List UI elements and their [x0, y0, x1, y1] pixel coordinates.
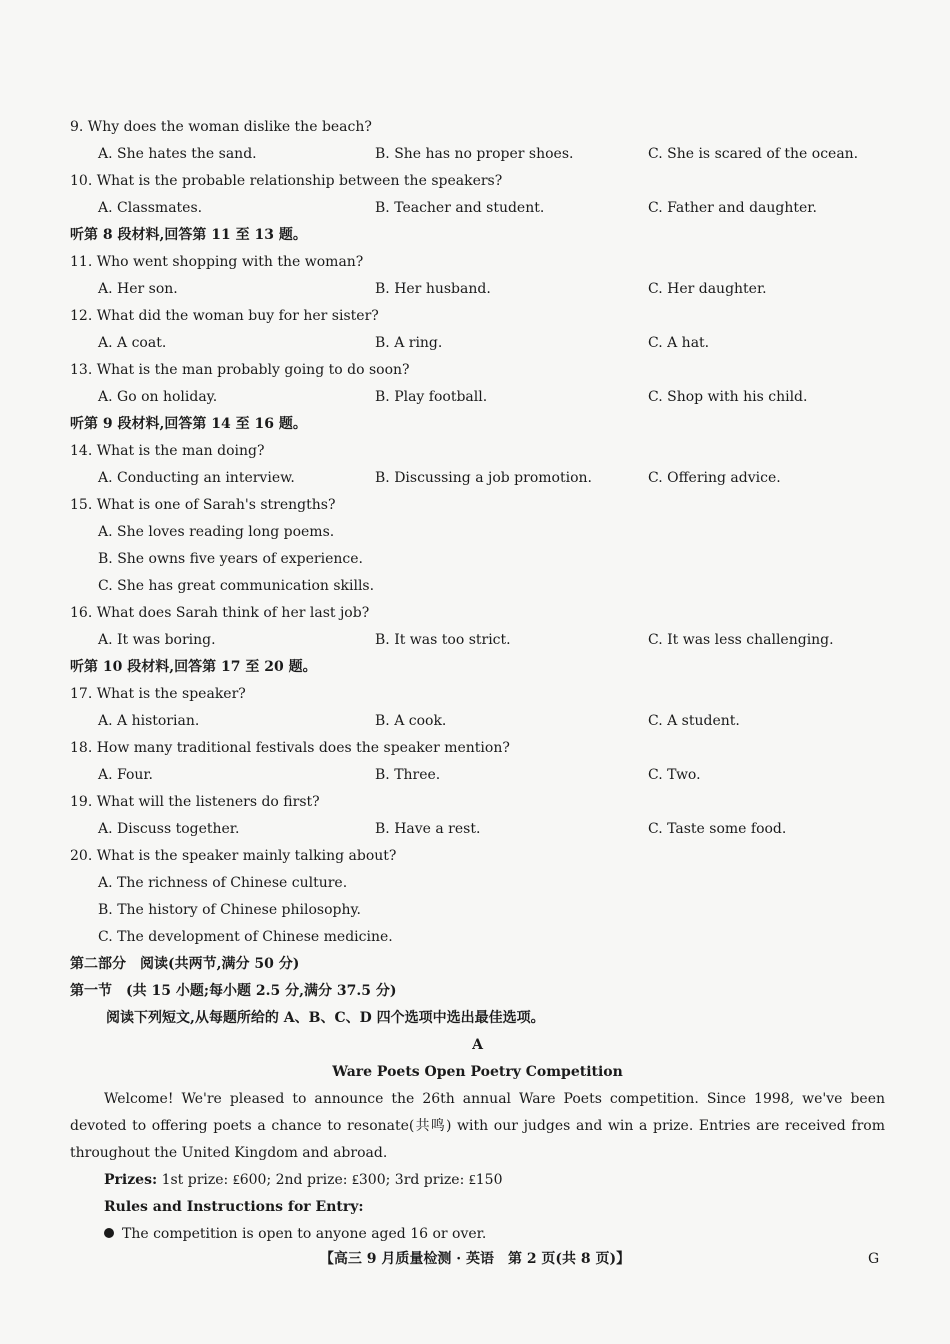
option-c: C. A hat. — [648, 335, 710, 351]
question-13-options — [70, 384, 885, 411]
question-17-options — [70, 708, 885, 735]
option-a: A. Classmates. — [98, 200, 203, 216]
option-c: C. Father and daughter. — [648, 200, 817, 216]
option-c: C. It was less challenging. — [648, 632, 834, 648]
option-a: A. A coat. — [98, 335, 167, 351]
option-c: C. Two. — [648, 767, 701, 783]
option-a: A. Discuss together. — [98, 821, 240, 837]
option-b: B. A cook. — [375, 713, 447, 729]
option-b: B. It was too strict. — [375, 632, 511, 648]
option-c: C. Her daughter. — [648, 281, 767, 297]
option-b: B. Discussing a job promotion. — [375, 470, 592, 486]
prizes-line — [70, 1167, 885, 1194]
part-two-heading: 第二部分 阅读(共两节,满分 50 分) — [70, 956, 300, 972]
option-b: B. She owns five years of experience. — [98, 551, 363, 567]
rules-heading: Rules and Instructions for Entry: — [104, 1199, 364, 1215]
rule-text: The competition is open to anyone aged 16 or over. — [122, 1226, 487, 1242]
footer-code: G — [868, 1251, 880, 1267]
option-a: A. Her son. — [98, 281, 178, 297]
question-19-options — [70, 816, 885, 843]
section-heading-9: 听第 9 段材料,回答第 14 至 16 题。 — [70, 416, 307, 432]
option-c: C. A student. — [648, 713, 740, 729]
section-one-heading: 第一节 (共 15 小题;每小题 2.5 分,满分 37.5 分) — [70, 983, 397, 999]
question-10-options — [70, 195, 885, 222]
option-a: A. Go on holiday. — [98, 389, 218, 405]
question-13: 13. What is the man probably going to do soon? — [70, 362, 410, 378]
question-15: 15. What is one of Sarah's strengths? — [70, 497, 336, 513]
bullet-icon — [104, 1228, 114, 1238]
question-12-options — [70, 330, 885, 357]
question-11-options — [70, 276, 885, 303]
option-b: B. Have a rest. — [375, 821, 481, 837]
rule-item — [70, 1221, 885, 1248]
option-c: C. She has great communication skills. — [98, 578, 375, 594]
question-12: 12. What did the woman buy for her sister? — [70, 308, 379, 324]
prizes-label: Prizes: — [104, 1172, 158, 1188]
passage-paragraph: Welcome! We're pleased to announce the 26th annual Ware Poets competition. Since 1998, we've been devoted to offering poets a chance to resonate(共鸣) with our judges and win a prize. Entries are received from throughout the United Kingdom and abroad. — [70, 1091, 885, 1161]
option-c: C. She is scared of the ocean. — [648, 146, 859, 162]
option-a: A. She hates the sand. — [98, 146, 257, 162]
option-b: B. The history of Chinese philosophy. — [98, 902, 362, 918]
option-b: B. Play football. — [375, 389, 488, 405]
option-c: C. Shop with his child. — [648, 389, 808, 405]
option-c: C. The development of Chinese medicine. — [98, 929, 393, 945]
reading-instruction: 阅读下列短文,从每题所给的 A、B、C、D 四个选项中选出最佳选项。 — [106, 1010, 545, 1026]
page-content — [70, 114, 885, 1248]
question-17: 17. What is the speaker? — [70, 686, 246, 702]
option-a: A. Four. — [98, 767, 154, 783]
option-b: B. Her husband. — [375, 281, 491, 297]
question-9: 9. Why does the woman dislike the beach? — [70, 119, 372, 135]
question-20: 20. What is the speaker mainly talking about? — [70, 848, 397, 864]
question-11: 11. Who went shopping with the woman? — [70, 254, 364, 270]
option-b: B. Teacher and student. — [375, 200, 545, 216]
question-14: 14. What is the man doing? — [70, 443, 265, 459]
option-c: C. Taste some food. — [648, 821, 787, 837]
option-b: B. She has no proper shoes. — [375, 146, 574, 162]
option-a: A. The richness of Chinese culture. — [98, 875, 348, 891]
passage-letter: A — [472, 1037, 483, 1053]
option-a: A. A historian. — [98, 713, 200, 729]
question-10: 10. What is the probable relationship between the speakers? — [70, 173, 503, 189]
question-16: 16. What does Sarah think of her last job? — [70, 605, 370, 621]
section-heading-10: 听第 10 段材料,回答第 17 至 20 题。 — [70, 659, 317, 675]
option-a: A. Conducting an interview. — [98, 470, 295, 486]
option-b: B. Three. — [375, 767, 441, 783]
question-16-options — [70, 627, 885, 654]
question-18: 18. How many traditional festivals does the speaker mention? — [70, 740, 510, 756]
prizes-text: 1st prize: ₤600; 2nd prize: ₤300; 3rd prize: ₤150 — [157, 1172, 503, 1188]
question-14-options — [70, 465, 885, 492]
section-heading-8: 听第 8 段材料,回答第 11 至 13 题。 — [70, 227, 307, 243]
passage-title: Ware Poets Open Poetry Competition — [332, 1064, 623, 1080]
page-footer: 【高三 9 月质量检测 · 英语 第 2 页(共 8 页)】 — [319, 1251, 631, 1267]
option-a: A. It was boring. — [98, 632, 216, 648]
option-c: C. Offering advice. — [648, 470, 781, 486]
question-19: 19. What will the listeners do first? — [70, 794, 320, 810]
option-a: A. She loves reading long poems. — [98, 524, 335, 540]
option-b: B. A ring. — [375, 335, 443, 351]
question-9-options — [70, 141, 885, 168]
question-18-options — [70, 762, 885, 789]
